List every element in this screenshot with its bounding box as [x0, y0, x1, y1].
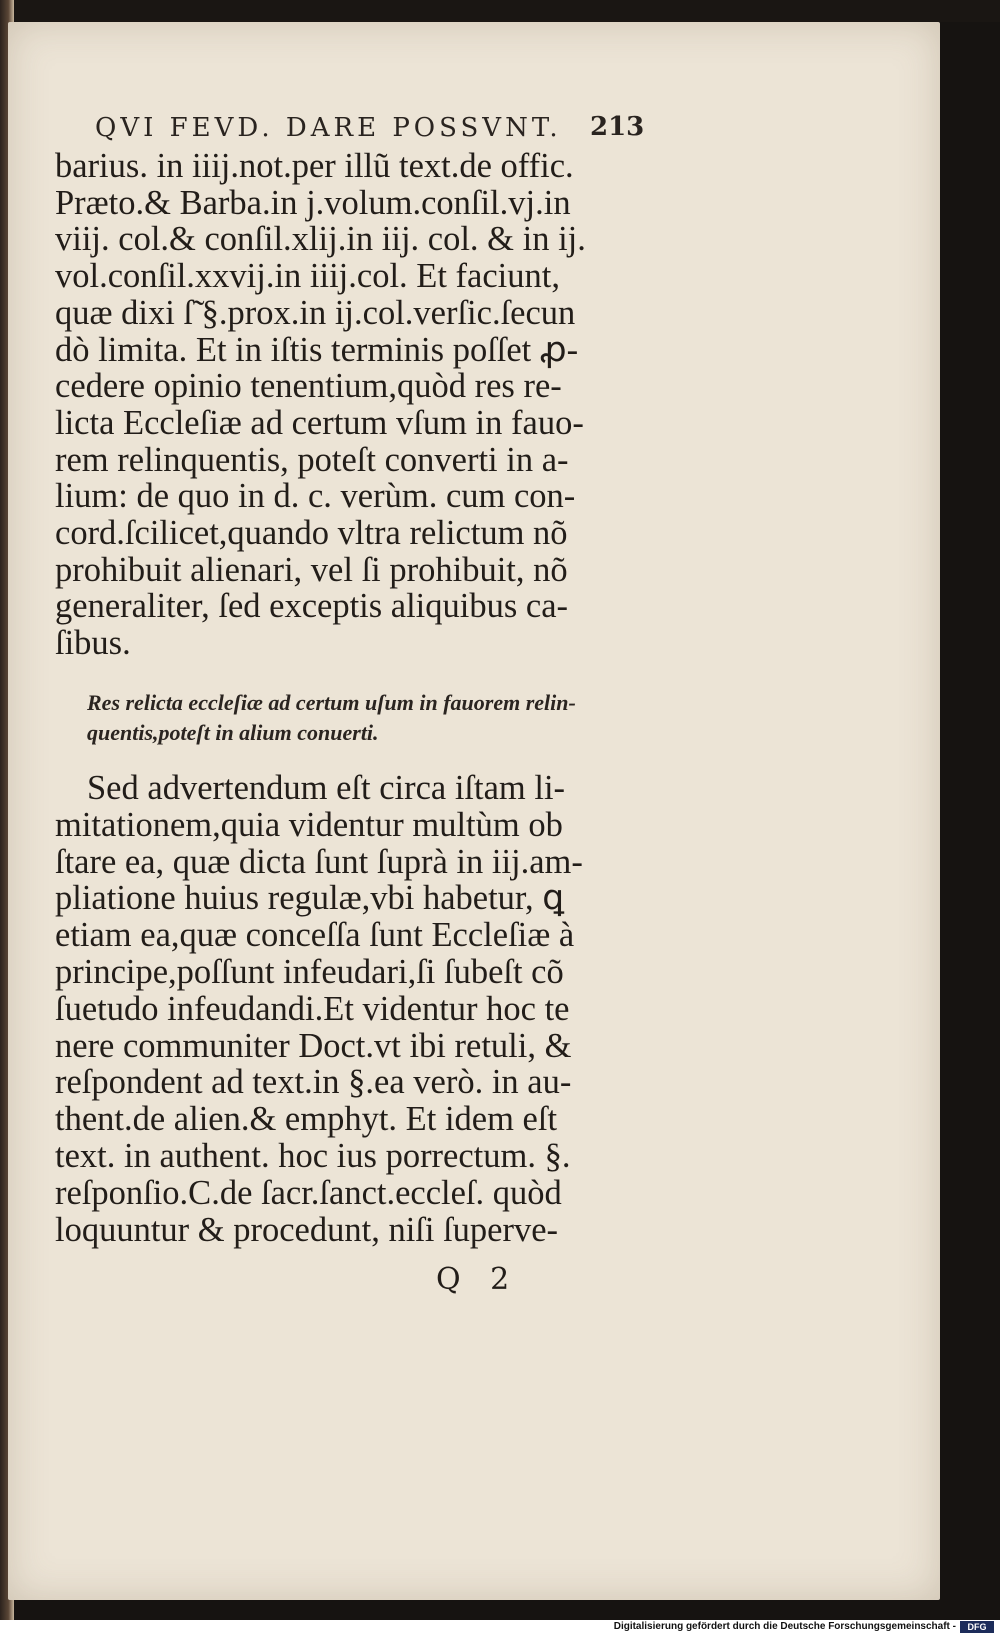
text-line: reſponſio.C.de ſacr.ſanct.eccleſ. quòd [55, 1173, 562, 1212]
top-dark-strip [0, 0, 1000, 22]
text-line: nere communiter Doct.vt ibi retuli, & [55, 1026, 572, 1065]
text-line: principe,poſſunt infeudari,ſi ſubeſt cõ [55, 952, 564, 991]
text-line: ſtare ea, quæ dicta ſunt ſuprà in iij.am- [55, 842, 583, 881]
text-line: barius. in iiij.not.per illũ text.de offic. [55, 147, 574, 185]
text-line: reſpondent ad text.in §.ea verò. in au- [55, 1063, 572, 1102]
text-line: dò limita. Et in iſtis terminis poſſet ꝓ- [55, 330, 579, 369]
text-line: generaliter, ſed exceptis aliquibus ca- [55, 587, 569, 626]
text-line: lium: de quo in d. c. verùm. cum con- [55, 477, 576, 516]
dfg-logo: DFG [960, 1621, 994, 1633]
text-line: ſibus. [55, 624, 131, 663]
funding-credit: Digitalisierung gefördert durch die Deutsche Forschungsgemeinschaft - [613, 1621, 956, 1632]
main-text-block-1 [55, 148, 645, 662]
marginal-summary-note [87, 688, 647, 748]
text-line: text. in authent. hoc ius porrectum. §. [55, 1136, 571, 1175]
note-line: Res relicta eccleſiæ ad certum uſum in fauorem relin- [87, 690, 576, 715]
main-text-block-2 [55, 770, 645, 1248]
text-line: prohibuit alienari, vel ſi prohibuit, nõ [55, 550, 568, 589]
text-line: cedere opinio tenentium,quòd res re- [55, 367, 562, 406]
text-line: viij. col.& conſil.xlij.in iij. col. & in ij. [55, 220, 586, 259]
text-line: licta Eccleſiæ ad certum vſum in fauo- [55, 403, 584, 442]
page-number: 213 [590, 112, 645, 142]
text-line: thent.de alien.& emphyt. Et idem eſt [55, 1100, 558, 1139]
running-head: QVI FEVD. DARE POSSVNT. [95, 113, 562, 143]
text-line: Præto.& Barba.in j.volum.conſil.vj.in [55, 183, 571, 222]
note-line: quentis,poteſt in alium conuerti. [87, 720, 379, 745]
signature-mark: Q 2 [436, 1262, 520, 1297]
text-line: mitationem,quia videntur multùm ob [55, 805, 563, 844]
text-line: vol.conſil.xxvij.in iiij.col. Et faciunt, [55, 257, 560, 296]
text-line: Sed advertendum eſt circa iſtam li- [87, 769, 566, 807]
text-line: cord.ſcilicet,quando vltra relictum nõ [55, 514, 568, 553]
text-line: loquuntur & procedunt, niſi ſuperve- [55, 1210, 559, 1249]
text-line: pliatione huius regulæ,vbi habetur, ꝗ [55, 879, 565, 918]
text-line: ſuetudo infeudandi.Et videntur hoc te [55, 989, 570, 1028]
text-line: etiam ea,quæ conceſſa ſunt Eccleſiæ à [55, 916, 575, 955]
text-line: quæ dixi ſ̃ §.prox.in ij.col.verſic.ſecun [55, 293, 576, 332]
text-line: rem relinquentis, poteſt converti in a- [55, 440, 569, 479]
